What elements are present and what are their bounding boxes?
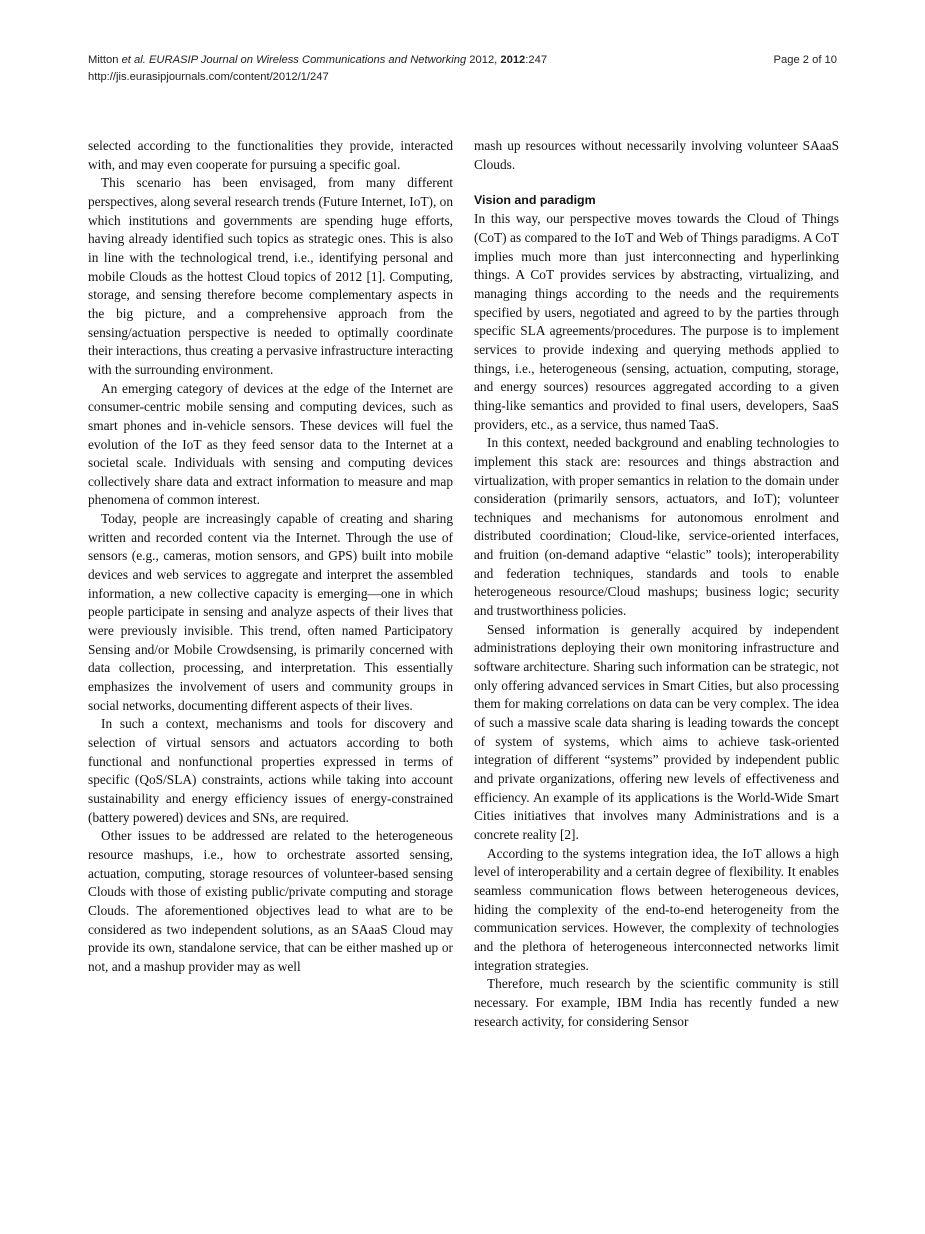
paragraph: According to the systems integration idea, the IoT allows a high level of interoperability and a certain degree of flexibility. It enables seamless communication flows between heterogeneous devices, hiding the complexity of the end-to-end heterogeneity from the communication services. However, the complexity of technologies and the plethora of heterogeneous interconnected networks limit integration strategies. [474,845,839,973]
header-volume: 2012 [500,54,526,66]
header-year: 2012, [469,54,498,66]
citation-line [88,52,547,69]
paragraph: Sensed information is generally acquired by independent administrations deploying their own monitoring infrastructure and software architecture. Sharing such information can be strategic, not only offering advanced services in Smart Cities, but also processing them for making correlations on data can be very complex. The idea of such a massive scale data sharing is leading towards the concept of system of systems, which aims to achieve task-oriented integration of different “systems” provided by independent public and private organizations, offering new levels of effectiveness and efficiency. An example of its applications is the World-Wide Smart Cities initiatives that involves many Administrations and is a concrete reality [2]. [474,621,839,842]
header-authors: Mitton [88,54,119,66]
paragraph: In this way, our perspective moves towards the Cloud of Things (CoT) as compared to the IoT and Web of Things paradigms. A CoT implies much more than just interconnecting and hyperlinking things. A CoT provides services by abstracting, virtualizing, and managing things according to the needs and the requirements specified by users, negotiated and agreed to by the parties through specific SLA agreements/procedures. The purpose is to implement services to provide indexing and querying methods applied to things, i.e., heterogeneous (sensing, actuation, computing, storage, and energy sources) resources aggregated according to a given thing-like semantics and provided to final users, developers, SaaS providers, etc., as a service, thus named TaaS. [474,211,839,432]
running-header [88,52,547,86]
paragraph: Therefore, much research by the scientific community is still necessary. For example, IBM India has recently funded a new research activity, for considering Sensor [474,976,839,1029]
header-journal: EURASIP Journal on Wireless Communications and Networking [148,54,467,66]
header-url: http://jis.eurasipjournals.com/content/2012/1/247 [88,71,329,83]
section-heading: Vision and paradigm [474,193,596,208]
paragraph: selected according to the functionalities they provide, interacted with, and may even cooperate for pursuing a specific goal. [88,138,453,172]
paragraph: This scenario has been envisaged, from many different perspectives, along several research trends (Future Internet, IoT), on which institutions and governments are spending huge efforts, having already identified such topics as strategic ones. This is also in line with the technological trend, i.e., identifying personal and mobile Clouds as the hottest Cloud topics of 2012 [1]. Computing, storage, and sensing therefore become complementary aspects in the big picture, and a comprehensive approach from the sensing/actuation perspective is needed to optimally coordinate their interactions, thus creating a pervasive infrastructure interacting with the surrounding environment. [88,175,453,377]
header-etal: et al. [121,54,146,66]
paragraph: mash up resources without necessarily involving volunteer SAaaS Clouds. [474,138,839,172]
right-column [474,137,839,1031]
paragraph: An emerging category of devices at the edge of the Internet are consumer-centric mobile sensing and computing devices, such as smart phones and in-vehicle sensors. These devices will fuel the evolution of the IoT as they feed sensor data to the Internet at a societal scale. Individuals with sensing and computing devices collectively share data and extract information to measure and map phenomena of common interest. [88,380,453,508]
paragraph: In this context, needed background and enabling technologies to implement this stack are: resources and things abstraction and virtualization, with proper semantics in relation to the domain under consideration (primarily sensors, actuators, and IoT); volunteer techniques and mechanisms for autonomous enrolment and distributed coordination; Cloud-like, service-oriented interfaces, and fruition (on-demand adaptive “elastic” tools); interoperability and federation techniques, standards and tools to enable heterogeneous resource/Cloud mashups; business logic; security and trustworthiness policies. [474,435,839,619]
paragraph: In such a context, mechanisms and tools for discovery and selection of virtual sensors and actuators according to both functional and nonfunctional properties expressed in terms of specific (QoS/SLA) constraints, actions while taking into account sustainability and energy efficiency issues of energy-constrained (battery powered) devices and SNs, are required. [88,716,453,825]
page-number: Page 2 of 10 [773,54,837,66]
paragraph: Today, people are increasingly capable of creating and sharing written and recorded content via the Internet. Through the use of sensors (e.g., cameras, motion sensors, and GPS) built into mobile devices and web services to aggregate and interpret the assembled information, a new collective capacity is emerging—one in which people participate in sensing and analyze aspects of their lives that were previously invisible. This trend, often named Participatory Sensing and/or Mobile Crowdsensing, is primarily concerned with data collection, processing, and interpretation. This essentially emphasizes the involvement of users and community groups in social networks, documenting different aspects of their lives. [88,511,453,713]
header-article: :247 [525,54,548,66]
left-column [88,137,453,977]
paragraph: Other issues to be addressed are related to the heterogeneous resource mashups, i.e., how to orchestrate assorted sensing, actuation, computing, storage resources of volunteer-based sensing Clouds with those of existing public/private computing and storage Clouds. The aforementioned objectives lead to what are to be considered as two independent solutions, as an SAaaS Cloud may provide its own, standalone service, that can be either mashed up or not, and a mashup provider may as well [88,828,453,974]
